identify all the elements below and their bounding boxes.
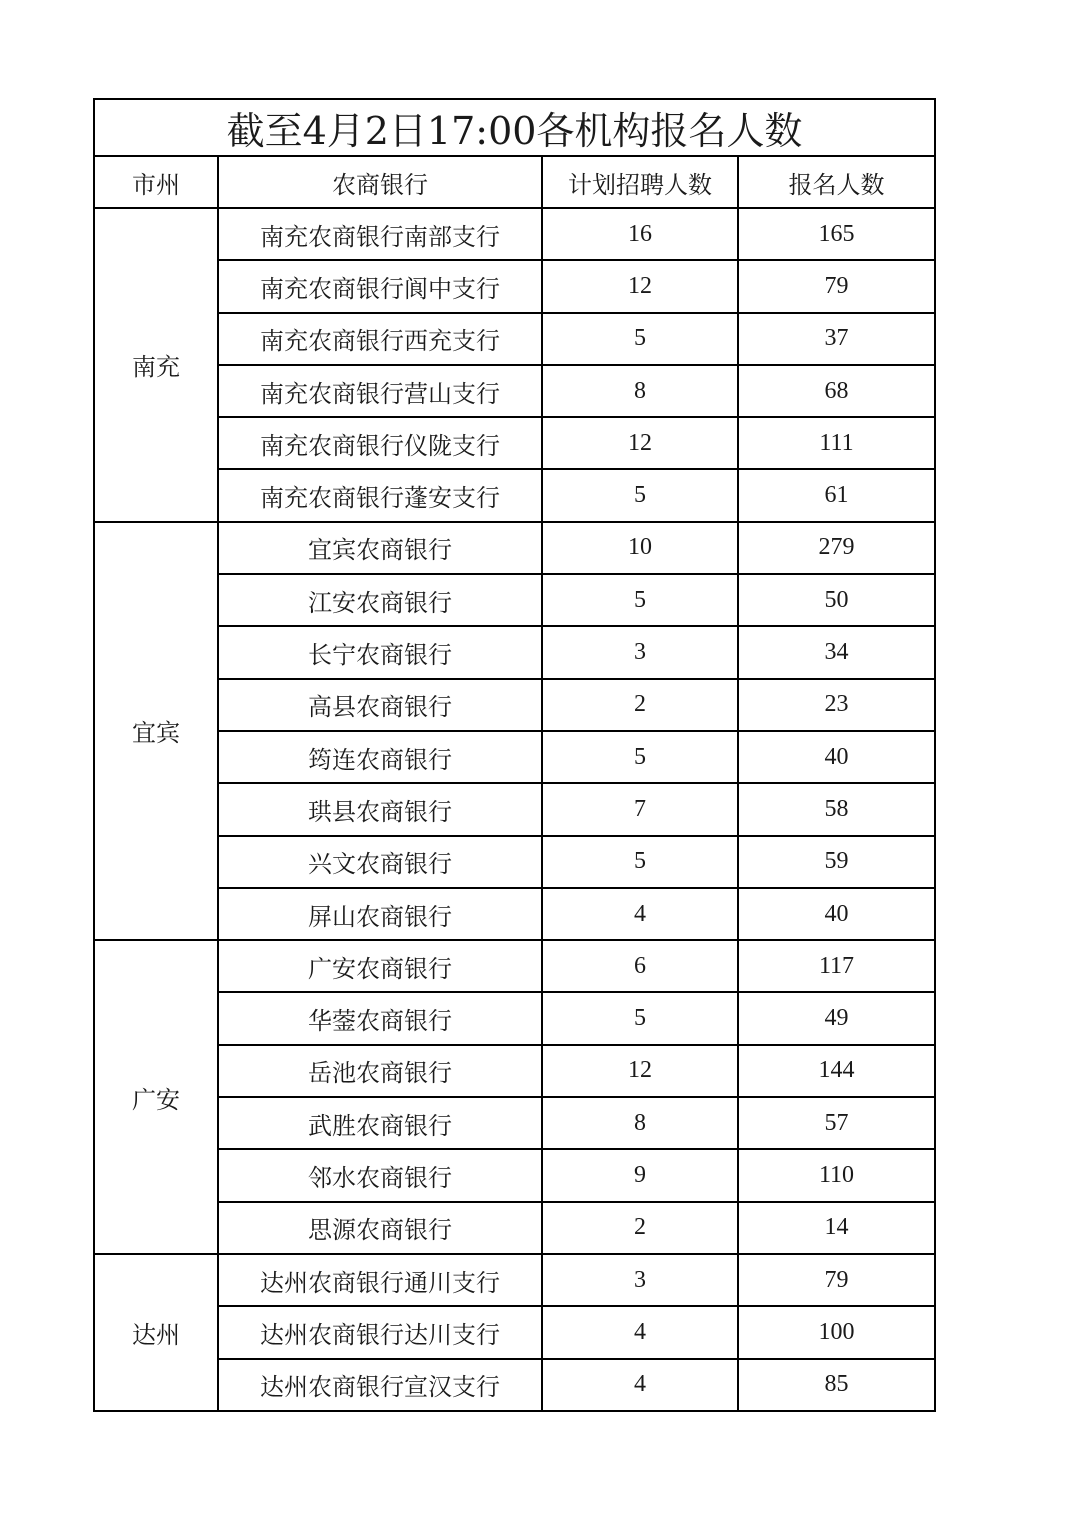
registered-cell: 85 xyxy=(738,1359,935,1411)
table-row xyxy=(94,1202,935,1254)
table-row xyxy=(94,313,935,365)
registered-cell: 57 xyxy=(738,1097,935,1149)
registered-cell: 79 xyxy=(738,1254,935,1306)
planned-cell: 6 xyxy=(542,940,738,992)
planned-cell: 5 xyxy=(542,469,738,521)
table-row xyxy=(94,679,935,731)
registered-cell: 34 xyxy=(738,626,935,678)
planned-cell: 12 xyxy=(542,1045,738,1097)
registered-cell: 50 xyxy=(738,574,935,626)
planned-cell: 16 xyxy=(542,208,738,260)
city-cell-nanchong: 南充 xyxy=(94,208,218,522)
registered-cell: 40 xyxy=(738,888,935,940)
planned-cell: 8 xyxy=(542,1097,738,1149)
table-row xyxy=(94,731,935,783)
table-row xyxy=(94,1149,935,1201)
registered-cell: 14 xyxy=(738,1202,935,1254)
bank-cell: 南充农商银行蓬安支行 xyxy=(218,469,542,521)
bank-cell: 邻水农商银行 xyxy=(218,1149,542,1201)
bank-cell: 宜宾农商银行 xyxy=(218,522,542,574)
planned-cell: 8 xyxy=(542,365,738,417)
bank-cell: 达州农商银行通川支行 xyxy=(218,1254,542,1306)
header-registered: 报名人数 xyxy=(738,156,935,208)
planned-cell: 5 xyxy=(542,731,738,783)
table-row xyxy=(94,1254,935,1306)
registered-cell: 111 xyxy=(738,417,935,469)
bank-cell: 岳池农商银行 xyxy=(218,1045,542,1097)
table-row xyxy=(94,522,935,574)
table-row xyxy=(94,992,935,1044)
registered-cell: 49 xyxy=(738,992,935,1044)
planned-cell: 12 xyxy=(542,417,738,469)
table-row xyxy=(94,940,935,992)
planned-cell: 5 xyxy=(542,836,738,888)
header-bank: 农商银行 xyxy=(218,156,542,208)
registered-cell: 37 xyxy=(738,313,935,365)
table-row xyxy=(94,626,935,678)
planned-cell: 2 xyxy=(542,1202,738,1254)
header-city: 市州 xyxy=(94,156,218,208)
bank-cell: 思源农商银行 xyxy=(218,1202,542,1254)
bank-cell: 长宁农商银行 xyxy=(218,626,542,678)
table-row xyxy=(94,888,935,940)
table-row xyxy=(94,783,935,835)
table-row xyxy=(94,208,935,260)
table-row xyxy=(94,1045,935,1097)
planned-cell: 5 xyxy=(542,574,738,626)
header-planned: 计划招聘人数 xyxy=(542,156,738,208)
bank-cell: 广安农商银行 xyxy=(218,940,542,992)
planned-cell: 4 xyxy=(542,1359,738,1411)
planned-cell: 10 xyxy=(542,522,738,574)
table-row xyxy=(94,1359,935,1411)
table-row xyxy=(94,836,935,888)
registered-cell: 144 xyxy=(738,1045,935,1097)
bank-cell: 南充农商银行西充支行 xyxy=(218,313,542,365)
table-row xyxy=(94,1306,935,1358)
bank-cell: 屏山农商银行 xyxy=(218,888,542,940)
registered-cell: 110 xyxy=(738,1149,935,1201)
registered-cell: 68 xyxy=(738,365,935,417)
table-row xyxy=(94,1097,935,1149)
planned-cell: 5 xyxy=(542,313,738,365)
table-row xyxy=(94,260,935,312)
registered-cell: 58 xyxy=(738,783,935,835)
bank-cell: 南充农商银行南部支行 xyxy=(218,208,542,260)
bank-cell: 达州农商银行宣汉支行 xyxy=(218,1359,542,1411)
bank-cell: 筠连农商银行 xyxy=(218,731,542,783)
planned-cell: 3 xyxy=(542,1254,738,1306)
planned-cell: 2 xyxy=(542,679,738,731)
bank-cell: 南充农商银行营山支行 xyxy=(218,365,542,417)
bank-cell: 珙县农商银行 xyxy=(218,783,542,835)
bank-cell: 南充农商银行仪陇支行 xyxy=(218,417,542,469)
table-row xyxy=(94,365,935,417)
table-title: 截至4月2日17:00各机构报名人数 xyxy=(94,99,935,156)
registration-table xyxy=(93,98,936,1412)
planned-cell: 5 xyxy=(542,992,738,1044)
registered-cell: 59 xyxy=(738,836,935,888)
planned-cell: 7 xyxy=(542,783,738,835)
registered-cell: 61 xyxy=(738,469,935,521)
table-row xyxy=(94,417,935,469)
registered-cell: 79 xyxy=(738,260,935,312)
registered-cell: 279 xyxy=(738,522,935,574)
registered-cell: 100 xyxy=(738,1306,935,1358)
city-cell-guangan: 广安 xyxy=(94,940,218,1254)
bank-cell: 兴文农商银行 xyxy=(218,836,542,888)
bank-cell: 达州农商银行达川支行 xyxy=(218,1306,542,1358)
bank-cell: 南充农商银行阆中支行 xyxy=(218,260,542,312)
bank-cell: 华蓥农商银行 xyxy=(218,992,542,1044)
registered-cell: 117 xyxy=(738,940,935,992)
planned-cell: 4 xyxy=(542,888,738,940)
bank-cell: 武胜农商银行 xyxy=(218,1097,542,1149)
city-cell-dazhou: 达州 xyxy=(94,1254,218,1411)
planned-cell: 4 xyxy=(542,1306,738,1358)
planned-cell: 9 xyxy=(542,1149,738,1201)
planned-cell: 12 xyxy=(542,260,738,312)
registered-cell: 165 xyxy=(738,208,935,260)
table-row xyxy=(94,469,935,521)
registered-cell: 23 xyxy=(738,679,935,731)
bank-cell: 高县农商银行 xyxy=(218,679,542,731)
header-row xyxy=(94,156,935,208)
title-row xyxy=(94,99,935,156)
bank-cell: 江安农商银行 xyxy=(218,574,542,626)
planned-cell: 3 xyxy=(542,626,738,678)
registered-cell: 40 xyxy=(738,731,935,783)
city-cell-yibin: 宜宾 xyxy=(94,522,218,940)
table-row xyxy=(94,574,935,626)
